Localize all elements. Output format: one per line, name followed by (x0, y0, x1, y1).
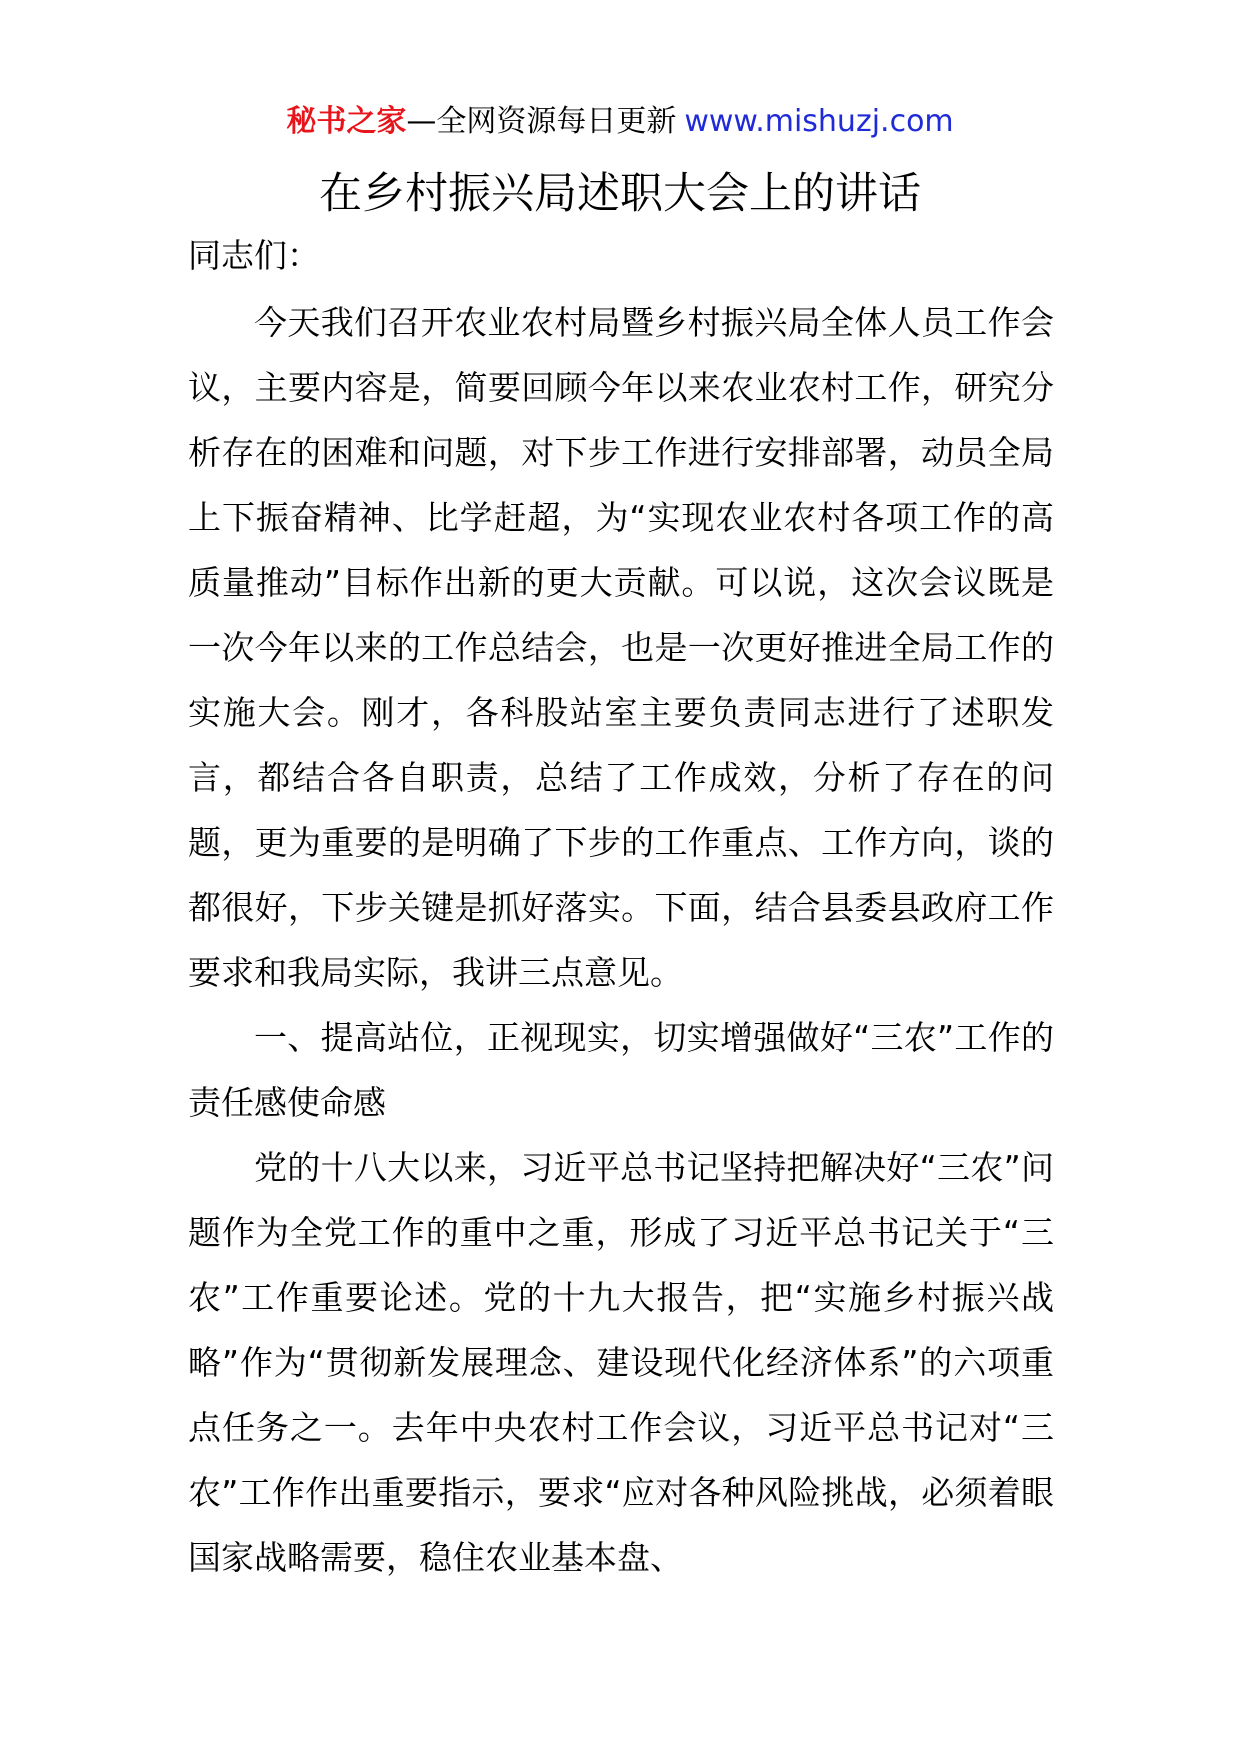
paragraph-section-1: 党的十八大以来，习近平总书记坚持把解决好“三农”问题作为全党工作的重中之重，形成了习近平总书记关于“三农”工作重要论述。党的十九大报告，把“实施乡村振兴战略”作为“贯彻新发展理念、建设现代化经济体系”的六项重点任务之一。去年中央农村工作会议，习近平总书记对“三农”工作作出重要指示，要求“应对各种风险挑战，必须着眼国家战略需要，稳住农业基本盘、 (188, 1148, 1054, 1577)
site-tagline: —全网资源每日更新 (406, 104, 677, 139)
document-body (188, 230, 1054, 1590)
section-heading-1: 一、提高站位，正视现实，切实增强做好“三农”工作的责任感使命感 (188, 1018, 1054, 1122)
site-header (0, 100, 1240, 144)
salutation: 同志们： (188, 236, 320, 275)
paragraph-intro: 今天我们召开农业农村局暨乡村振兴局全体人员工作会议，主要内容是，简要回顾今年以来农业农村工作，研究分析存在的困难和问题，对下步工作进行安排部署，动员全局上下振奋精神、比学赶超，为“实现农业农村各项工作的高质量推动”目标作出新的更大贡献。可以说，这次会议既是一次今年以来的工作总结会，也是一次更好推进全局工作的实施大会。刚才，各科股站室主要负责同志进行了述职发言，都结合各自职责，总结了工作成效，分析了存在的问题，更为重要的是明确了下步的工作重点、工作方向，谈的都很好，下步关键是抓好落实。下面，结合县委县政府工作要求和我局实际，我讲三点意见。 (188, 303, 1054, 992)
brand-name: 秘书之家 (286, 104, 407, 139)
document-title: 在乡村振兴局述职大会上的讲话 (319, 169, 921, 219)
site-url-link[interactable]: www.mishuzj.com (684, 104, 954, 139)
